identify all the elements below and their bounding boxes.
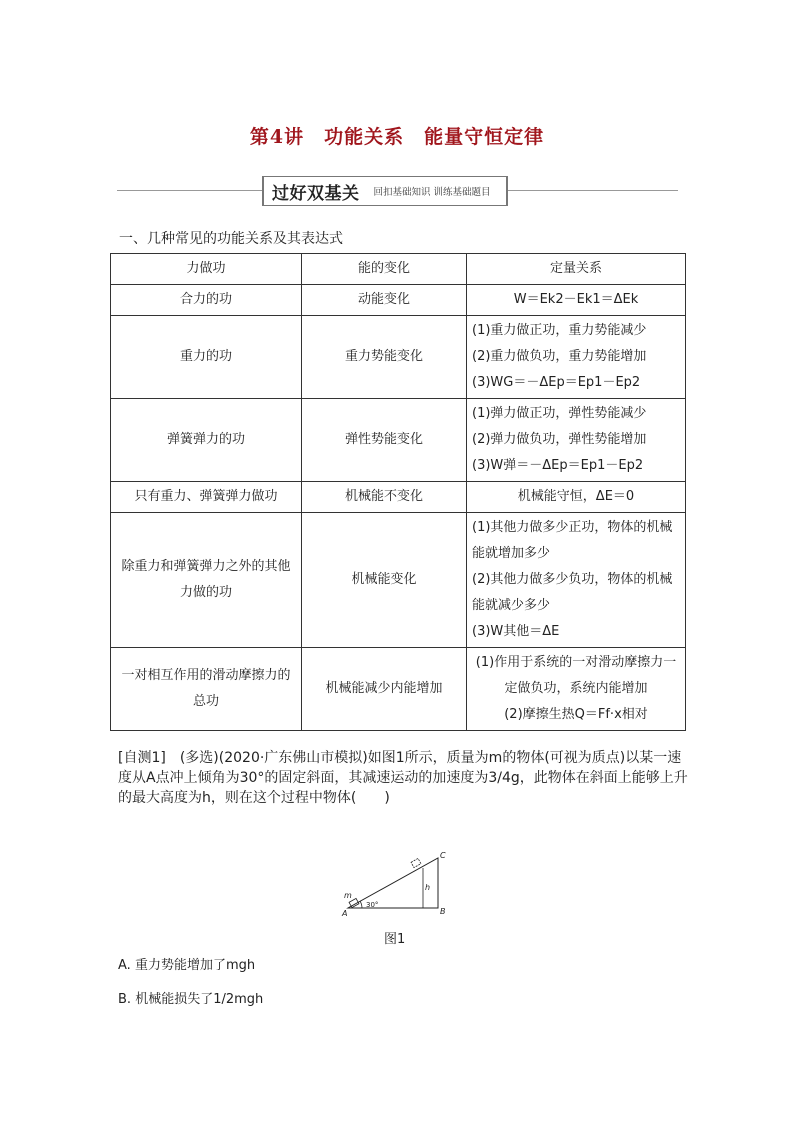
table-row [111,648,686,731]
banner-rule-left [117,190,262,191]
table-row [111,316,686,399]
table-row [111,513,686,648]
banner-title: 过好双基关 [272,183,360,204]
header-cell: 力做功 [111,254,302,285]
question-tag: [自测1] [118,750,166,766]
change-cell: 机械能变化 [302,513,467,648]
section-banner [262,176,508,206]
relation-line: (2)摩擦生热Q＝Ff·x相对 [504,707,648,722]
label-m: m [344,891,352,900]
work-cell: 弹簧弹力的功 [111,399,302,482]
work-cell: 重力的功 [111,316,302,399]
work-energy-table [110,253,686,731]
option-b [118,988,263,1007]
table-header-row [111,254,686,285]
relation-line: (1)其他力做多少正功，物体的机械能就增加多少 [472,520,673,561]
page-title: 第4讲 功能关系 能量守恒定律 [249,126,545,148]
work-cell: 一对相互作用的滑动摩擦力的总功 [111,648,302,731]
change-cell: 机械能减少内能增加 [302,648,467,731]
block-top [411,858,421,867]
option-text: 机械能损失了1/2mgh [135,992,264,1007]
header-cell: 定量关系 [467,254,686,285]
relation-cell [467,482,686,513]
banner-rule-right [504,190,678,191]
question-text: (多选)(2020·广东佛山市模拟)如图1所示，质量为m的物体(可视为质点)以某一速度从A点冲上倾角为30°的固定斜面，其减速运动的加速度为3/4g，此物体在斜面上能够上升的最大高度为h，则在这个过程中物体( ) [118,750,688,806]
relation-line: (3)WG＝－ΔEp＝Ep1－Ep2 [472,375,641,390]
section-heading: 一、几种常见的功能关系及其表达式 [119,231,343,247]
change-cell: 重力势能变化 [302,316,467,399]
relation-line: (2)重力做负功，重力势能增加 [472,349,647,364]
label-c: C [440,851,446,860]
label-angle: 30° [366,901,379,909]
incline-figure [338,850,458,920]
table-row [111,482,686,513]
change-cell: 机械能不变化 [302,482,467,513]
label-h: h [425,883,431,892]
change-cell: 弹性势能变化 [302,399,467,482]
option-letter: A. [118,958,131,973]
figure-caption: 图1 [384,932,406,947]
banner-subtitle: 回扣基础知识 训练基础题目 [373,187,491,198]
work-cell: 只有重力、弹簧弹力做功 [111,482,302,513]
relation-cell [467,316,686,399]
relation-line: (2)弹力做负功，弹性势能增加 [472,432,647,447]
work-cell: 除重力和弹簧弹力之外的其他力做的功 [111,513,302,648]
relation-text: W＝Ek2－Ek1＝ΔEk [513,292,639,307]
relation-line: (3)W其他＝ΔE [472,624,560,639]
work-cell: 合力的功 [111,285,302,316]
relation-line: (3)W弹＝－ΔEp＝Ep1－Ep2 [472,458,644,473]
relation-line: (1)弹力做正功，弹性势能减少 [472,406,647,421]
relation-cell [467,399,686,482]
relation-line: (1)重力做正功，重力势能减少 [472,323,647,338]
table-row [111,285,686,316]
label-b: B [440,907,446,916]
relation-line: (2)其他力做多少负功，物体的机械能就减少多少 [472,572,673,613]
change-cell: 动能变化 [302,285,467,316]
relation-cell [467,648,686,731]
question-block [118,748,688,808]
angle-arc [360,901,362,908]
header-cell: 能的变化 [302,254,467,285]
option-text: 重力势能增加了mgh [134,958,256,973]
relation-cell [467,285,686,316]
label-a: A [342,909,348,918]
relation-line: (1)作用于系统的一对滑动摩擦力一定做负功，系统内能增加 [475,655,677,696]
relation-text: 机械能守恒，ΔE＝0 [517,489,635,504]
option-letter: B. [118,992,132,1007]
table-row [111,399,686,482]
option-a [118,954,255,973]
relation-cell [467,513,686,648]
